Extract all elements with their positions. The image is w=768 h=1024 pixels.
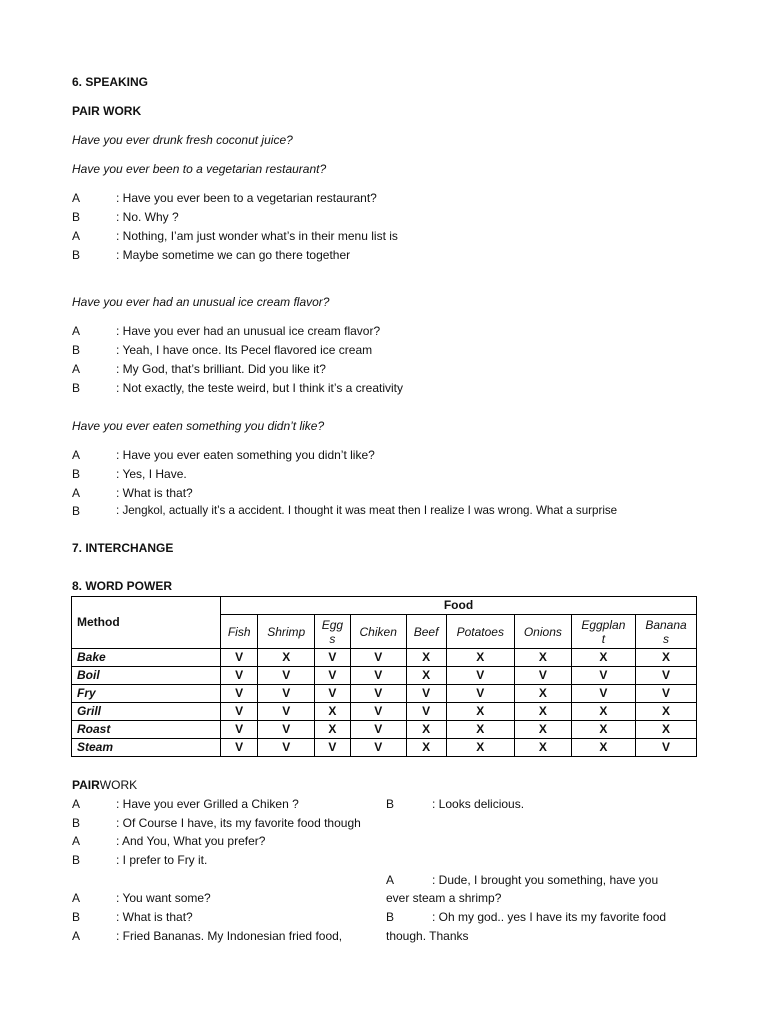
dialogue-line xyxy=(72,467,187,481)
question-ice-cream: Have you ever had an unusual ice cream flavor? xyxy=(72,295,330,309)
mark-cell: X xyxy=(446,703,514,721)
dialogue-line xyxy=(386,910,667,924)
utterance: : Looks delicious. xyxy=(432,797,525,811)
mark-cell: X xyxy=(258,649,315,667)
table-header-row xyxy=(72,597,697,615)
pairwork2-heading: PAIRWORK xyxy=(72,778,138,792)
dialogue-line xyxy=(72,929,343,943)
speaker: B xyxy=(72,343,81,357)
speaker: A xyxy=(72,891,81,905)
dialogue-line xyxy=(72,229,398,243)
dialogue-line xyxy=(72,486,193,500)
food-column-header: Eggplan t xyxy=(571,615,635,649)
mark-cell: X xyxy=(515,685,572,703)
mark-cell: V xyxy=(315,739,351,757)
mark-cell: V xyxy=(258,721,315,739)
speaker: B xyxy=(72,467,81,481)
speaker: B xyxy=(72,381,81,395)
mark-cell: V xyxy=(221,649,258,667)
dialogue-line xyxy=(72,797,299,811)
utterance: : Oh my god.. yes I have its my favorite food xyxy=(432,910,667,924)
speaker: A xyxy=(72,797,81,811)
dialogue-line xyxy=(72,504,618,518)
food-column-header: Onions xyxy=(515,615,572,649)
mark-cell: X xyxy=(571,703,635,721)
dialogue-line xyxy=(72,362,326,376)
dialogue-line xyxy=(386,797,525,811)
speaker: A xyxy=(386,873,395,887)
method-cell: Roast xyxy=(72,721,221,739)
mark-cell: V xyxy=(636,685,697,703)
question-disliked-food: Have you ever eaten something you didn’t like? xyxy=(72,419,325,433)
food-column-header: Egg s xyxy=(315,615,351,649)
speaker: B xyxy=(386,910,395,924)
mark-cell: V xyxy=(221,685,258,703)
mark-cell: X xyxy=(406,721,446,739)
utterance: : Have you ever eaten something you didn’t like? xyxy=(116,448,375,462)
mark-cell: V xyxy=(258,739,315,757)
utterance: : My God, that’s brilliant. Did you like it? xyxy=(116,362,326,376)
mark-cell: V xyxy=(636,667,697,685)
utterance: : Fried Bananas. My Indonesian fried food, xyxy=(116,929,343,943)
mark-cell: V xyxy=(350,721,406,739)
method-cell: Bake xyxy=(72,649,221,667)
method-cell: Fry xyxy=(72,685,221,703)
food-header: Food xyxy=(221,597,697,615)
utterance: : Not exactly, the teste weird, but I think it’s a creativity xyxy=(116,381,404,395)
table-row xyxy=(72,721,697,739)
table-row xyxy=(72,703,697,721)
dialogue-line xyxy=(72,834,266,848)
mark-cell: X xyxy=(636,703,697,721)
mark-cell: V xyxy=(258,685,315,703)
mark-cell: V xyxy=(350,685,406,703)
speaker: A xyxy=(72,229,81,243)
utterance: : Yes, I Have. xyxy=(116,467,187,481)
mark-cell: X xyxy=(406,739,446,757)
utterance: : Have you ever been to a vegetarian restaurant? xyxy=(116,191,377,205)
dialogue-line xyxy=(72,248,351,262)
method-cell: Boil xyxy=(72,667,221,685)
dialogue-line xyxy=(386,873,659,887)
mark-cell: V xyxy=(221,739,258,757)
mark-cell: V xyxy=(315,649,351,667)
mark-cell: V xyxy=(258,703,315,721)
mark-cell: V xyxy=(315,667,351,685)
speaker: A xyxy=(72,486,81,500)
speaker: B xyxy=(72,853,81,867)
speaker: B xyxy=(386,797,395,811)
food-column-header: Shrimp xyxy=(258,615,315,649)
speaker: B xyxy=(72,816,81,830)
section-heading-speaking: 6. SPEAKING xyxy=(72,75,149,89)
mark-cell: V xyxy=(350,667,406,685)
mark-cell: V xyxy=(515,667,572,685)
dialogue-line xyxy=(72,891,211,905)
dialogue-line xyxy=(72,343,373,357)
dialogue-line xyxy=(72,381,404,395)
speaker: B xyxy=(72,504,81,518)
dialogue-line xyxy=(72,448,375,462)
mark-cell: X xyxy=(636,649,697,667)
utterance: : Maybe sometime we can go there together xyxy=(116,248,351,262)
utterance: : What is that? xyxy=(116,910,193,924)
mark-cell: X xyxy=(315,703,351,721)
mark-cell: X xyxy=(571,649,635,667)
mark-cell: V xyxy=(350,739,406,757)
mark-cell: V xyxy=(571,667,635,685)
method-cell: Grill xyxy=(72,703,221,721)
utterance: : What is that? xyxy=(116,486,193,500)
table-row xyxy=(72,685,697,703)
mark-cell: X xyxy=(406,649,446,667)
utterance: : Yeah, I have once. Its Pecel flavored ice cream xyxy=(116,343,373,357)
mark-cell: X xyxy=(446,649,514,667)
table-row xyxy=(72,667,697,685)
speaker: B xyxy=(72,210,81,224)
mark-cell: X xyxy=(571,721,635,739)
mark-cell: V xyxy=(221,667,258,685)
dialogue-line xyxy=(72,816,361,830)
utterance: : Jengkol, actually it’s a accident. I thought it was meat then I realize I was wrong. What a surprise xyxy=(116,504,618,517)
speaker: B xyxy=(72,248,81,262)
utterance: : Of Course I have, its my favorite food though xyxy=(116,816,361,830)
mark-cell: V xyxy=(221,721,258,739)
food-column-header: Fish xyxy=(221,615,258,649)
section-heading-interchange: 7. INTERCHANGE xyxy=(72,541,174,555)
word-power-table xyxy=(71,596,697,757)
speaker: A xyxy=(72,834,81,848)
food-column-header: Banana s xyxy=(636,615,697,649)
dialogue-line xyxy=(72,210,179,224)
mark-cell: X xyxy=(406,667,446,685)
food-column-header: Chiken xyxy=(350,615,406,649)
utterance: : Have you ever had an unusual ice cream flavor? xyxy=(116,324,381,338)
pairwork-heading: PAIR WORK xyxy=(72,104,142,118)
mark-cell: V xyxy=(350,703,406,721)
utterance: : Dude, I brought you something, have you xyxy=(432,873,659,887)
speaker: A xyxy=(72,324,81,338)
mark-cell: V xyxy=(406,703,446,721)
mark-cell: X xyxy=(636,721,697,739)
food-column-header: Beef xyxy=(406,615,446,649)
speaker: B xyxy=(72,910,81,924)
utterance-continued: though. Thanks xyxy=(386,929,469,943)
mark-cell: V xyxy=(221,703,258,721)
mark-cell: V xyxy=(258,667,315,685)
mark-cell: X xyxy=(315,721,351,739)
utterance-continued: ever steam a shrimp? xyxy=(386,891,502,905)
dialogue-line xyxy=(72,191,377,205)
utterance: : I prefer to Fry it. xyxy=(116,853,208,867)
utterance: : Nothing, I’am just wonder what’s in their menu list is xyxy=(116,229,398,243)
mark-cell: X xyxy=(571,739,635,757)
utterance: : Have you ever Grilled a Chiken ? xyxy=(116,797,299,811)
mark-cell: V xyxy=(446,685,514,703)
method-cell: Steam xyxy=(72,739,221,757)
dialogue-line xyxy=(72,324,381,338)
mark-cell: V xyxy=(571,685,635,703)
utterance: : You want some? xyxy=(116,891,211,905)
food-column-header: Potatoes xyxy=(446,615,514,649)
mark-cell: X xyxy=(515,721,572,739)
speaker: A xyxy=(72,929,81,943)
utterance: : And You, What you prefer? xyxy=(116,834,266,848)
question-coconut: Have you ever drunk fresh coconut juice? xyxy=(72,133,293,147)
speaker: A xyxy=(72,191,81,205)
mark-cell: X xyxy=(515,649,572,667)
mark-cell: V xyxy=(406,685,446,703)
dialogue-line xyxy=(72,853,208,867)
speaker: A xyxy=(72,362,81,376)
question-vegetarian: Have you ever been to a vegetarian restaurant? xyxy=(72,162,327,176)
mark-cell: X xyxy=(515,739,572,757)
mark-cell: V xyxy=(636,739,697,757)
method-header: Method xyxy=(72,597,221,649)
mark-cell: V xyxy=(446,667,514,685)
dialogue-line xyxy=(72,910,193,924)
mark-cell: X xyxy=(446,721,514,739)
mark-cell: X xyxy=(515,703,572,721)
table-row xyxy=(72,739,697,757)
section-heading-word-power: 8. WORD POWER xyxy=(72,579,173,593)
speaker: A xyxy=(72,448,81,462)
table-row xyxy=(72,649,697,667)
mark-cell: X xyxy=(446,739,514,757)
utterance: : No. Why ? xyxy=(116,210,179,224)
mark-cell: V xyxy=(315,685,351,703)
mark-cell: V xyxy=(350,649,406,667)
